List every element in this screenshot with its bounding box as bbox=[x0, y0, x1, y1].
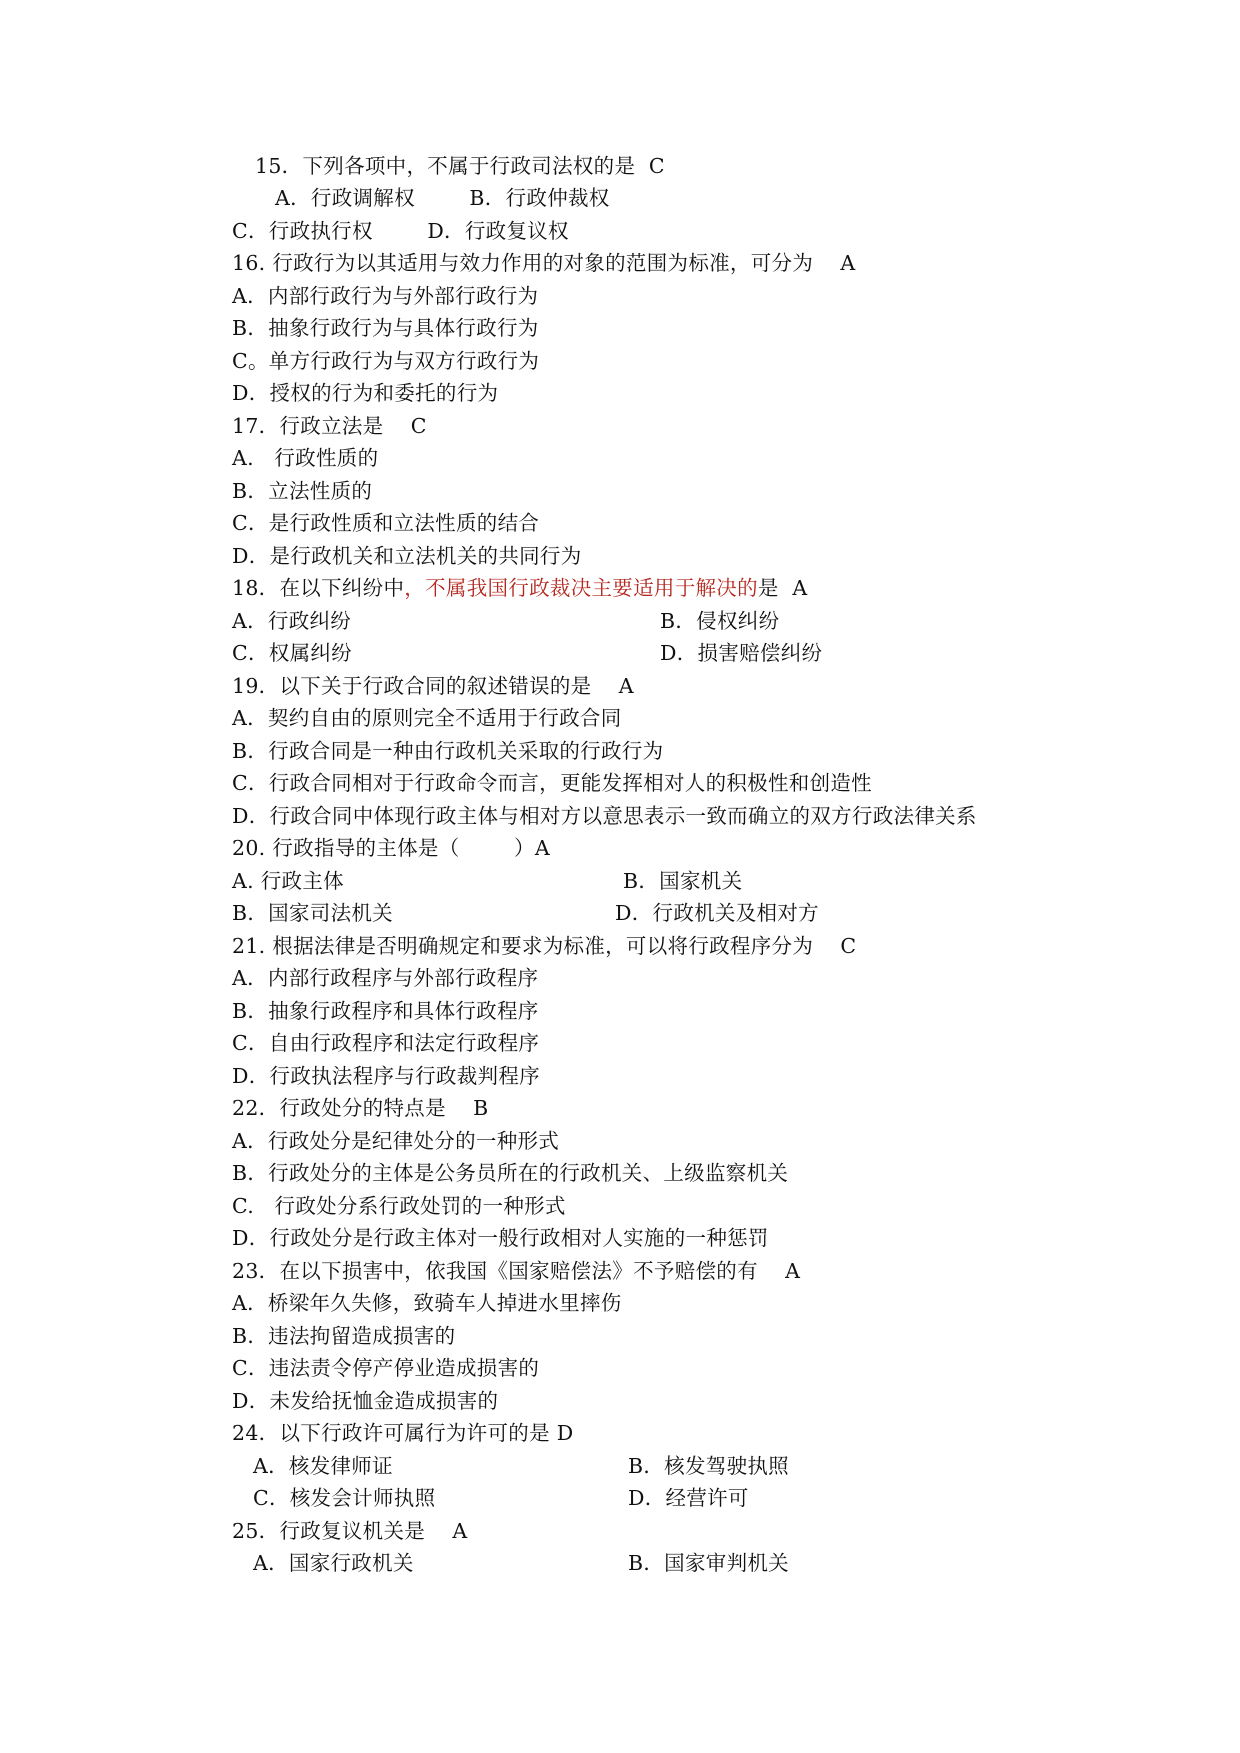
question-16-option-a: A．内部行政行为与外部行政行为 bbox=[232, 284, 539, 308]
question-21-option-c: C．自由行政程序和法定行政程序 bbox=[232, 1031, 540, 1055]
question-17-option-d: D．是行政机关和立法机关的共同行为 bbox=[232, 544, 582, 568]
question-18-stem-highlight: ，不属我国行政裁决主要适用于解决的 bbox=[404, 576, 758, 600]
question-19-option-d: D．行政合同中体现行政主体与相对方以意思表示一致而确立的双方行政法律关系 bbox=[232, 804, 977, 828]
question-20-stem: 20. 行政指导的主体是（ ）A bbox=[232, 836, 550, 860]
question-20-option-d: D．行政机关及相对方 bbox=[615, 901, 819, 925]
question-25-option-b: B．国家审判机关 bbox=[628, 1551, 789, 1575]
question-25-option-a: A．国家行政机关 bbox=[253, 1551, 414, 1575]
question-24-option-b: B．核发驾驶执照 bbox=[628, 1454, 789, 1478]
question-22-option-a: A．行政处分是纪律处分的一种形式 bbox=[232, 1129, 560, 1153]
question-17-option-a: A. 行政性质的 bbox=[232, 446, 379, 470]
question-23-option-c: C．违法责令停产停业造成损害的 bbox=[232, 1356, 540, 1380]
question-21-stem: 21. 根据法律是否明确规定和要求为标准，可以将行政程序分为 C bbox=[232, 934, 857, 958]
question-16-stem: 16. 行政行为以其适用与效力作用的对象的范围为标准，可分为 A bbox=[232, 251, 856, 275]
question-23-option-d: D．未发给抚恤金造成损害的 bbox=[232, 1389, 499, 1413]
question-18-option-d: D．损害赔偿纠纷 bbox=[660, 641, 823, 665]
question-24-stem: 24．以下行政许可属行为许可的是 D bbox=[232, 1421, 574, 1445]
question-18-stem bbox=[232, 572, 807, 605]
question-17-option-b: B．立法性质的 bbox=[232, 479, 373, 503]
question-20-option-a: A. 行政主体 bbox=[232, 869, 344, 893]
question-23-option-a: A．桥梁年久失修，致骑车人掉进水里摔伤 bbox=[232, 1291, 622, 1315]
question-19-option-c: C．行政合同相对于行政命令而言，更能发挥相对人的积极性和创造性 bbox=[232, 771, 872, 795]
question-23-option-b: B．违法拘留造成损害的 bbox=[232, 1324, 456, 1348]
question-24-option-a: A．核发律师证 bbox=[253, 1454, 393, 1478]
question-21-option-a: A．内部行政程序与外部行政程序 bbox=[232, 966, 539, 990]
question-16-option-c: C。单方行政行为与双方行政行为 bbox=[232, 349, 540, 373]
question-25-stem: 25．行政复议机关是 A bbox=[232, 1519, 468, 1543]
question-23-stem: 23．在以下损害中，依我国《国家赔偿法》不予赔偿的有 A bbox=[232, 1259, 801, 1283]
question-18-stem-prefix: 18．在以下纠纷中 bbox=[232, 576, 405, 600]
question-16-option-b: B．抽象行政行为与具体行政行为 bbox=[232, 316, 539, 340]
question-19-stem: 19．以下关于行政合同的叙述错误的是 A bbox=[232, 674, 634, 698]
question-18-option-b: B．侵权纠纷 bbox=[660, 609, 780, 633]
question-15-options-row-2: C．行政执行权 D．行政复议权 bbox=[232, 219, 569, 243]
question-21-option-d: D．行政执法程序与行政裁判程序 bbox=[232, 1064, 540, 1088]
question-20-option-c: B．国家司法机关 bbox=[232, 901, 393, 925]
question-15-stem: 15．下列各项中，不属于行政司法权的是 C bbox=[255, 154, 665, 178]
question-18-option-c: C．权属纠纷 bbox=[232, 641, 352, 665]
question-22-option-c: C. 行政处分系行政处罚的一种形式 bbox=[232, 1194, 566, 1218]
question-24-option-c: C．核发会计师执照 bbox=[253, 1486, 436, 1510]
question-19-option-b: B．行政合同是一种由行政机关采取的行政行为 bbox=[232, 739, 664, 763]
question-24-option-d: D．经营许可 bbox=[628, 1486, 749, 1510]
question-22-stem: 22．行政处分的特点是 B bbox=[232, 1096, 489, 1120]
question-17-option-c: C．是行政性质和立法性质的结合 bbox=[232, 511, 540, 535]
question-21-option-b: B．抽象行政程序和具体行政程序 bbox=[232, 999, 539, 1023]
question-19-option-a: A．契约自由的原则完全不适用于行政合同 bbox=[232, 706, 622, 730]
question-15-options-row-1: A．行政调解权 B．行政仲裁权 bbox=[275, 186, 610, 210]
question-22-option-b: B．行政处分的主体是公务员所在的行政机关、上级监察机关 bbox=[232, 1161, 789, 1185]
question-22-option-d: D．行政处分是行政主体对一般行政相对人实施的一种惩罚 bbox=[232, 1226, 769, 1250]
question-16-option-d: D．授权的行为和委托的行为 bbox=[232, 381, 499, 405]
question-20-option-b: B．国家机关 bbox=[623, 869, 743, 893]
question-18-option-a: A．行政纠纷 bbox=[232, 609, 352, 633]
question-18-stem-suffix: 是 A bbox=[757, 576, 808, 600]
question-17-stem: 17．行政立法是 C bbox=[232, 414, 427, 438]
